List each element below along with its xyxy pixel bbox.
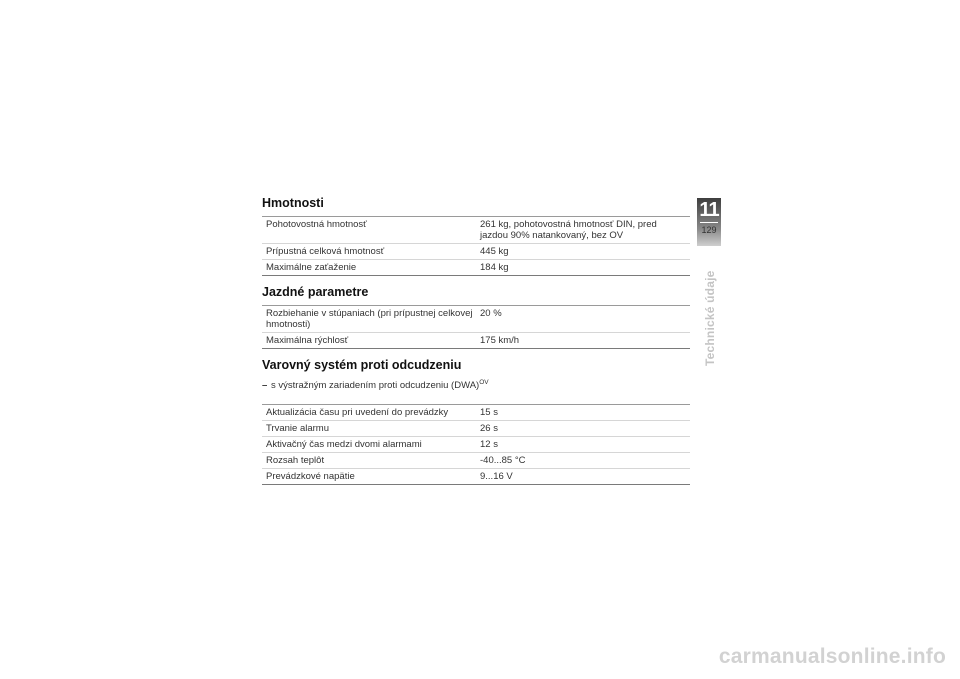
table-row bbox=[262, 332, 690, 348]
table-row bbox=[262, 259, 690, 275]
riding-parameters-table bbox=[262, 305, 690, 349]
row-value: 261 kg, pohotovostná hmotnosť DIN, pred jazdou 90% natankovaný, bez OV bbox=[480, 219, 657, 241]
section-title-riding-parameters: Jazdné parametre bbox=[262, 285, 369, 299]
row-label: Rozsah teplôt bbox=[266, 455, 325, 467]
row-label: Prípustná celková hmotnosť bbox=[266, 246, 385, 257]
option-superscript: OV bbox=[479, 379, 489, 386]
row-label: Rozbiehanie v stúpaniach (pri prípustnej celkovej hmotnosti) bbox=[266, 308, 473, 330]
anti-theft-section bbox=[262, 358, 690, 485]
row-value: 9...16 V bbox=[480, 471, 513, 483]
row-label: Trvanie alarmu bbox=[266, 423, 330, 435]
row-value: 184 kg bbox=[480, 262, 509, 273]
row-value: 26 s bbox=[480, 423, 498, 435]
section-title-anti-theft: Varovný systém proti odcudzeniu bbox=[262, 358, 462, 372]
row-value: -40...85 °C bbox=[480, 455, 526, 467]
chapter-number: 11 bbox=[699, 199, 719, 221]
page-number: 129 bbox=[701, 225, 717, 235]
chapter-divider bbox=[700, 222, 718, 223]
row-value: 20 % bbox=[480, 308, 502, 319]
row-label: Prevádzkové napätie bbox=[266, 471, 355, 483]
row-value: 445 kg bbox=[480, 246, 509, 257]
section-title-weights: Hmotnosti bbox=[262, 196, 324, 210]
table-row bbox=[262, 452, 690, 468]
chapter-side-label: Technické údaje bbox=[703, 270, 717, 366]
option-note-text bbox=[271, 377, 489, 391]
dash-bullet: – bbox=[262, 380, 268, 392]
table-row bbox=[262, 405, 690, 420]
table-row bbox=[262, 243, 690, 259]
table-row bbox=[262, 436, 690, 452]
note-text: s výstražným zariadením proti odcudzeniu (DWA) bbox=[271, 380, 480, 392]
weights-section bbox=[262, 196, 690, 276]
row-label: Maximálna rýchlosť bbox=[266, 335, 349, 346]
row-value: 12 s bbox=[480, 439, 498, 451]
watermark: carmanualsonline.info bbox=[718, 645, 946, 668]
table-row bbox=[262, 420, 690, 436]
weights-table bbox=[262, 216, 690, 276]
table-row bbox=[262, 217, 690, 243]
anti-theft-table bbox=[262, 404, 690, 485]
row-value: 15 s bbox=[480, 407, 498, 419]
table-row bbox=[262, 306, 690, 332]
row-label: Aktivačný čas medzi dvomi alarmami bbox=[266, 439, 422, 451]
chapter-tab bbox=[697, 198, 721, 246]
row-label: Pohotovostná hmotnosť bbox=[266, 219, 367, 230]
row-value: 175 km/h bbox=[480, 335, 520, 346]
row-label: Maximálne zaťaženie bbox=[266, 262, 357, 273]
option-note bbox=[262, 377, 690, 391]
table-row bbox=[262, 468, 690, 484]
row-label: Aktualizácia času pri uvedení do prevádzky bbox=[266, 407, 449, 419]
riding-parameters-section bbox=[262, 285, 690, 349]
technical-data-content bbox=[262, 196, 690, 485]
